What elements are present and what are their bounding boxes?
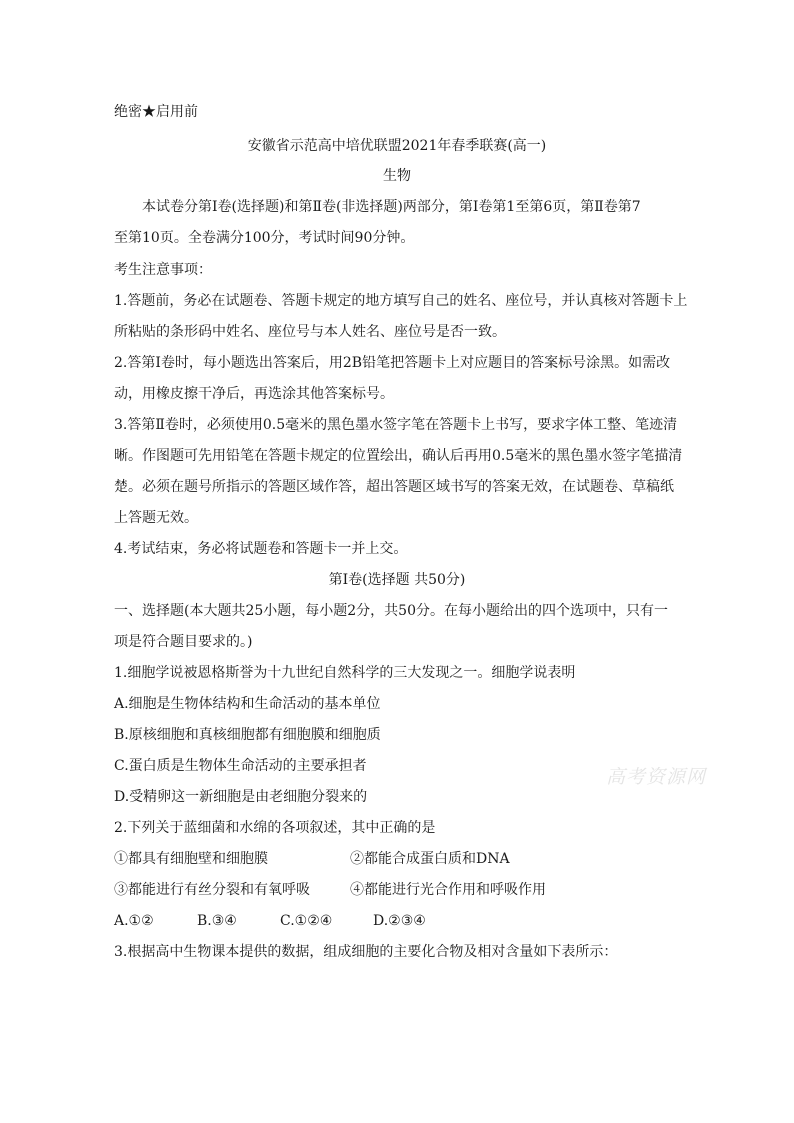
intro-line-1: 本试卷分第Ⅰ卷(选择题)和第Ⅱ卷(非选择题)两部分，第Ⅰ卷第1至第6页，第Ⅱ卷第7 bbox=[142, 199, 641, 215]
notice-item-2-line-2: 动，用橡皮擦干净后，再选涂其他答案标号。 bbox=[114, 386, 394, 402]
question-2-statement-1: ①都具有细胞壁和细胞膜 bbox=[114, 851, 268, 867]
secret-label: 绝密★启用前 bbox=[114, 104, 198, 120]
question-2-stem: 2.下列关于蓝细菌和水绵的各项叙述，其中正确的是 bbox=[114, 820, 436, 836]
question-2-option-a: A.①② bbox=[114, 913, 154, 929]
question-2-statements-row-2 bbox=[114, 880, 684, 900]
question-1-option-d: D.受精卵这一新细胞是由老细胞分裂来的 bbox=[114, 789, 368, 805]
question-2-option-d: D.②③④ bbox=[373, 913, 426, 929]
notice-item-1-line-2: 所粘贴的条形码中姓名、座位号与本人姓名、座位号是否一致。 bbox=[114, 324, 506, 340]
exam-title: 安徽省示范高中培优联盟2021年春季联赛(高一) bbox=[247, 138, 547, 154]
notice-item-3-line-4: 上答题无效。 bbox=[114, 510, 198, 526]
intro-line-2: 至第10页。全卷满分100分，考试时间90分钟。 bbox=[114, 230, 415, 246]
notice-item-3-line-2: 晰。作图题可先用铅笔在答题卡规定的位置绘出，确认后再用0.5毫米的黑色墨水签字笔描清 bbox=[114, 448, 683, 464]
notice-item-3-line-1: 3.答第Ⅱ卷时，必须使用0.5毫米的黑色墨水签字笔在答题卡上书写，要求字体工整、笔迹清 bbox=[114, 417, 678, 433]
notice-item-2-line-1: 2.答第Ⅰ卷时，每小题选出答案后，用2B铅笔把答题卡上对应题目的答案标号涂黑。如需改 bbox=[114, 355, 671, 371]
question-2-statement-3: ③都能进行有丝分裂和有氧呼吸 bbox=[114, 882, 310, 898]
question-2-statements-row-1 bbox=[114, 849, 684, 869]
question-2-statement-4: ④都能进行光合作用和呼吸作用 bbox=[350, 882, 546, 898]
section-1-instructions-line-2: 项是符合题目要求的。) bbox=[114, 634, 253, 650]
notice-item-1-line-1: 1.答题前，务必在试题卷、答题卡规定的地方填写自己的姓名、座位号，并认真核对答题卡上 bbox=[114, 293, 688, 309]
subject-title: 生物 bbox=[383, 168, 411, 184]
question-2-statement-2: ②都能合成蛋白质和DNA bbox=[350, 851, 510, 867]
question-1-option-c: C.蛋白质是生物体生命活动的主要承担者 bbox=[114, 758, 367, 774]
question-1-stem: 1.细胞学说被恩格斯誉为十九世纪自然科学的三大发现之一。细胞学说表明 bbox=[114, 665, 576, 681]
question-1-option-a: A.细胞是生物体结构和生命活动的基本单位 bbox=[114, 696, 381, 712]
watermark: 高考资源网 bbox=[606, 766, 707, 788]
question-2-option-b: B.③④ bbox=[197, 913, 237, 929]
question-3-stem: 3.根据高中生物课本提供的数据，组成细胞的主要化合物及相对含量如下表所示： bbox=[114, 944, 618, 960]
question-2-option-c: C.①②④ bbox=[280, 913, 333, 929]
notice-item-4: 4.考试结束，务必将试题卷和答题卡一并上交。 bbox=[114, 541, 408, 557]
notice-item-3-line-3: 楚。必须在题号所指示的答题区域作答，超出答题区域书写的答案无效，在试题卷、草稿纸 bbox=[114, 479, 674, 495]
section-1-title: 第Ⅰ卷(选择题 共50分) bbox=[328, 572, 466, 588]
question-1-option-b: B.原核细胞和真核细胞都有细胞膜和细胞质 bbox=[114, 727, 381, 743]
section-1-instructions-line-1: 一、选择题(本大题共25小题，每小题2分，共50分。在每小题给出的四个选项中，只有一 bbox=[114, 603, 668, 619]
notice-heading: 考生注意事项： bbox=[114, 262, 212, 278]
